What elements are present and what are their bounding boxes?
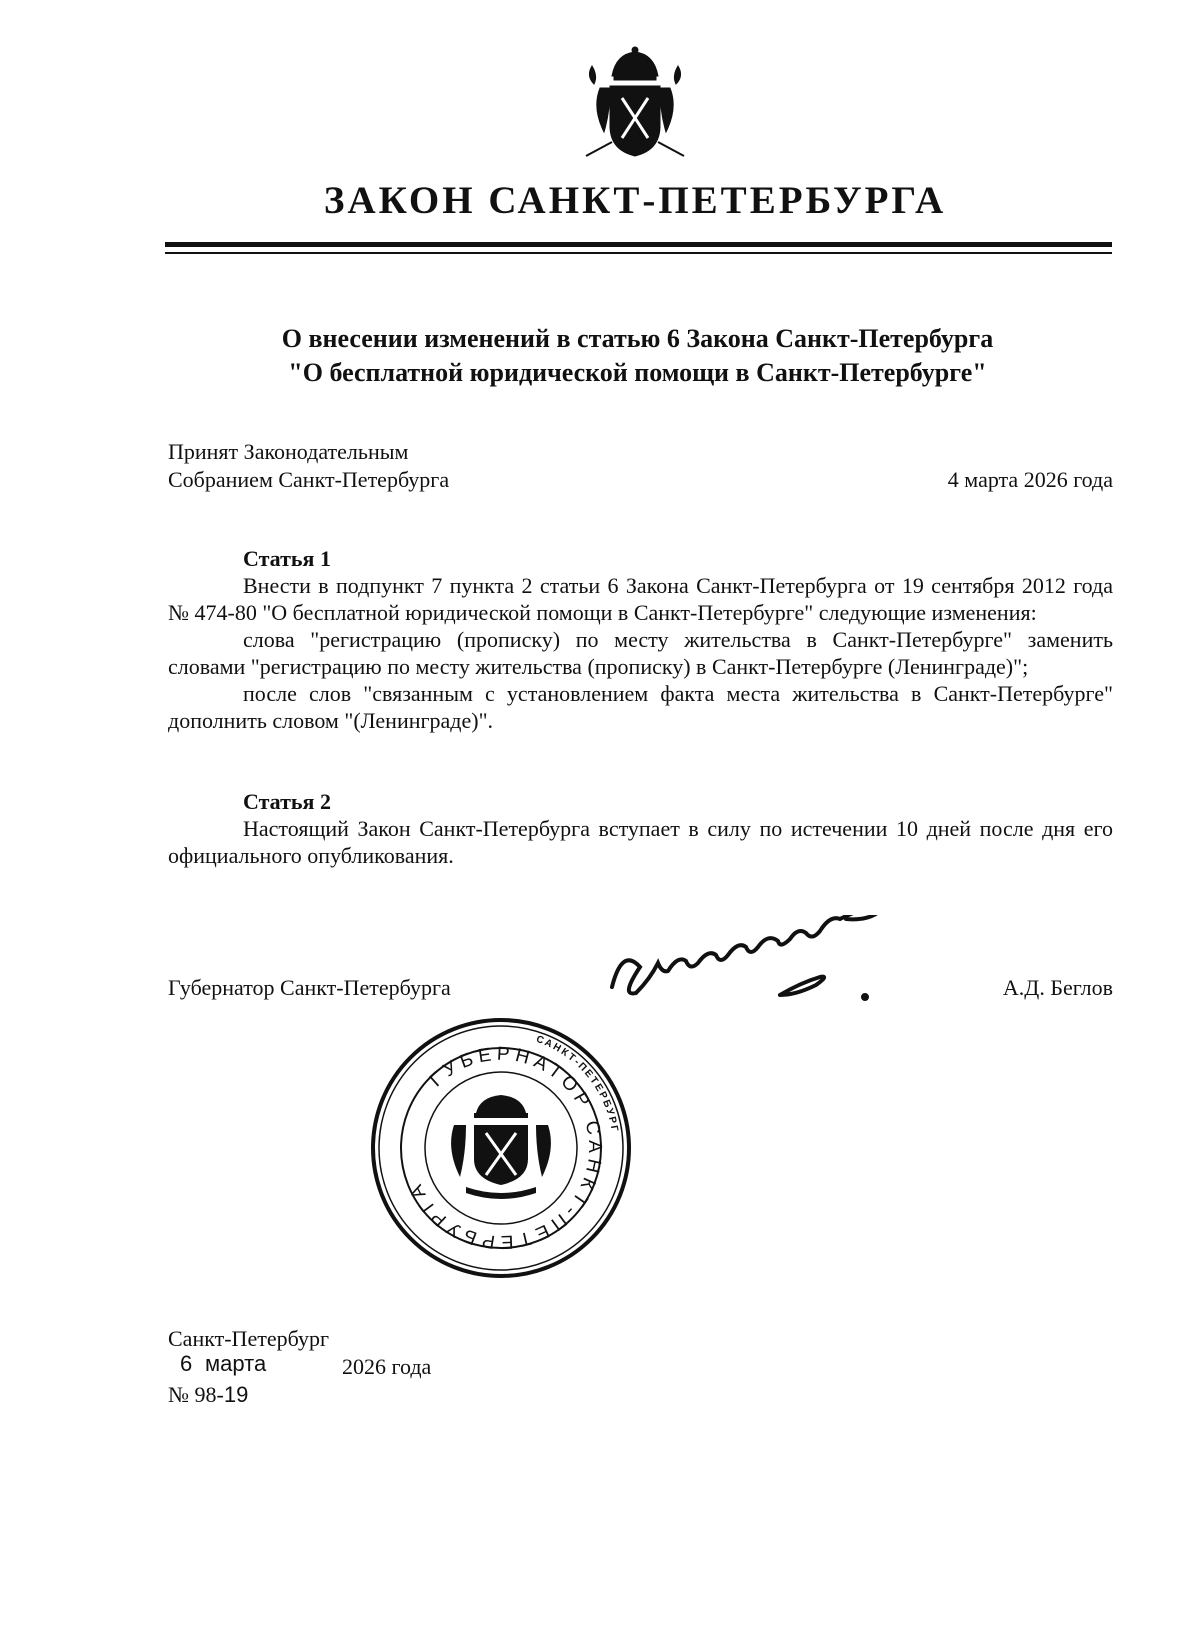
- adoption-statement: [168, 438, 449, 494]
- official-seal: [366, 1013, 636, 1283]
- article-paragraph: Внести в подпункт 7 пункта 2 статьи 6 Закона Санкт-Петербурга от 19 сентября 2012 года № 474-80 "О бесплатной юридической помощи в Санкт-Петербурге" следующие изменения:: [168, 573, 1113, 625]
- handwritten-signature: [600, 915, 980, 1015]
- header-rule-thick: [165, 242, 1112, 247]
- article-2: [168, 788, 1113, 869]
- signing-day: 6: [180, 1351, 193, 1376]
- law-title-line-2: "О бесплатной юридической помощи в Санкт-Петербурге": [288, 358, 987, 387]
- adoption-date: 4 марта 2026 года: [947, 467, 1113, 492]
- seal-inner-text: САНКТ-ПЕТЕРБУРГ: [534, 1033, 621, 1135]
- article-1: [168, 545, 1113, 734]
- article-heading: Статья 1: [243, 546, 331, 571]
- article-heading: Статья 2: [243, 789, 331, 814]
- law-number-value: 19: [223, 1382, 249, 1407]
- law-title-line-1: О внесении изменений в статью 6 Закона Санкт-Петербурга: [281, 324, 994, 353]
- law-title: [160, 322, 1115, 390]
- law-number: [168, 1382, 248, 1408]
- law-number-label: № 98-: [168, 1382, 224, 1407]
- seal-outer-text: ГУБЕРНАТОР САНКТ-ПЕТЕРБУРГА: [403, 1043, 606, 1253]
- adoption-line-2: Собранием Санкт-Петербурга: [168, 467, 450, 492]
- article-paragraph: Настоящий Закон Санкт-Петербурга вступает в силу по истечении 10 дней после дня его официального опубликования.: [168, 816, 1113, 868]
- article-paragraph: слова "регистрацию (прописку) по месту жительства в Санкт-Петербурге" заменить словами "регистрацию по месту жительства (прописку) в Санкт-Петербурге (Ленинграде)";: [168, 627, 1113, 679]
- signing-month: марта: [205, 1351, 267, 1376]
- coat-of-arms-emblem: [572, 46, 698, 168]
- header-rule-thin: [165, 252, 1112, 254]
- adoption-line-1: Принят Законодательным: [168, 439, 409, 464]
- signing-year: 2026 года: [342, 1354, 432, 1379]
- article-paragraph: после слов "связанным с установлением факта места жительства в Санкт-Петербурге" дополнить словом "(Ленинграде)".: [168, 681, 1113, 733]
- document-type-heading: ЗАКОН САНКТ-ПЕТЕРБУРГА: [323, 179, 947, 222]
- place-of-signing: Санкт-Петербург: [168, 1326, 329, 1351]
- signatory-role: Губернатор Санкт-Петербурга: [168, 975, 451, 1000]
- signatory-name: А.Д. Беглов: [1002, 975, 1113, 1000]
